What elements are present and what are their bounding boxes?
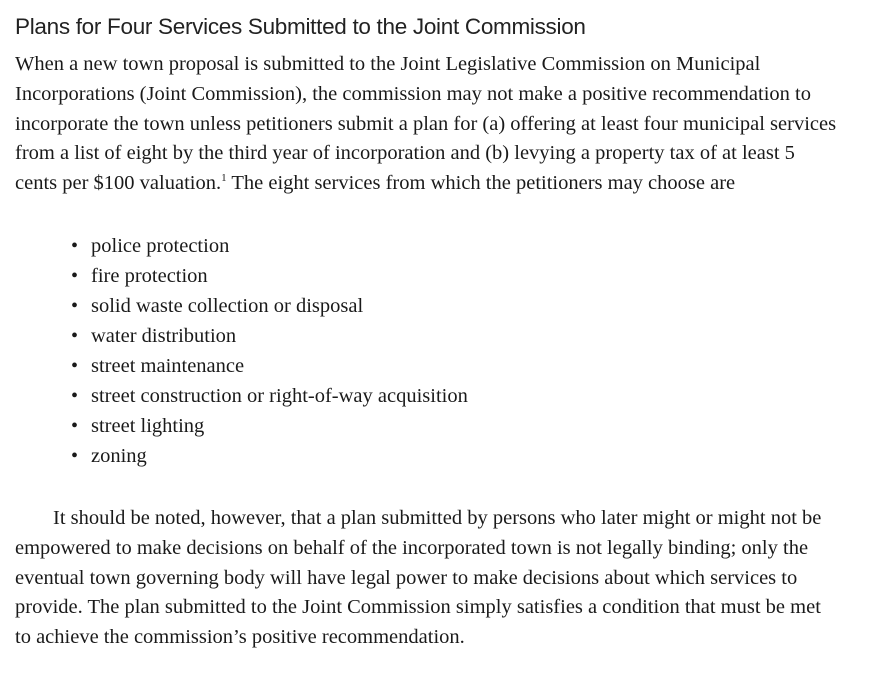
list-item (71, 381, 839, 411)
intro-paragraph (15, 50, 839, 199)
service-label: street construction or right-of-way acquisition (91, 384, 468, 407)
bullet-icon: • (71, 414, 79, 437)
list-item (71, 411, 839, 441)
service-label: water distribution (91, 324, 237, 347)
list-item (71, 231, 839, 261)
service-label: street maintenance (91, 354, 245, 377)
list-item (71, 321, 839, 351)
section-heading: Plans for Four Services Submitted to the Joint Commission (15, 14, 586, 39)
bullet-icon: • (71, 324, 79, 347)
note-paragraph: It should be noted, however, that a plan submitted by persons who later might or might not be empowered to make decisions on behalf of the incorporated town is not legally binding; only the eventual town governing body will have legal power to make decisions about which services to provide. The plan submitted to the Joint Commission simply satisfies a condition that must be met to achieve the commission’s positive recommendation. (15, 506, 822, 649)
service-label: fire protection (91, 264, 208, 287)
bullet-icon: • (71, 384, 79, 407)
list-item (71, 441, 839, 471)
bullet-icon: • (71, 264, 79, 287)
bullet-icon: • (71, 234, 79, 257)
services-list (15, 231, 839, 471)
service-label: police protection (91, 234, 230, 257)
service-label: zoning (91, 444, 147, 467)
bullet-icon: • (71, 444, 79, 467)
footnote-marker[interactable]: 1 (221, 172, 227, 185)
list-item (71, 351, 839, 381)
service-label: street lighting (91, 414, 205, 437)
list-item (71, 291, 839, 321)
bullet-icon: • (71, 294, 79, 317)
service-label: solid waste collection or disposal (91, 294, 364, 317)
bullet-icon: • (71, 354, 79, 377)
intro-text-continued: The eight services from which the petitioners may choose are (226, 172, 736, 195)
list-item (71, 261, 839, 291)
intro-text: When a new town proposal is submitted to the Joint Legislative Commission on Municipal Incorporations (Joint Commission), the commission may not make a positive recommendation to incorporate the town unless petitioners submit a plan for (a) offering at least four municipal services from a list of eight by the third year of incorporation and (b) levying a property tax of at least 5 cents per $100 valuation. (15, 53, 837, 195)
